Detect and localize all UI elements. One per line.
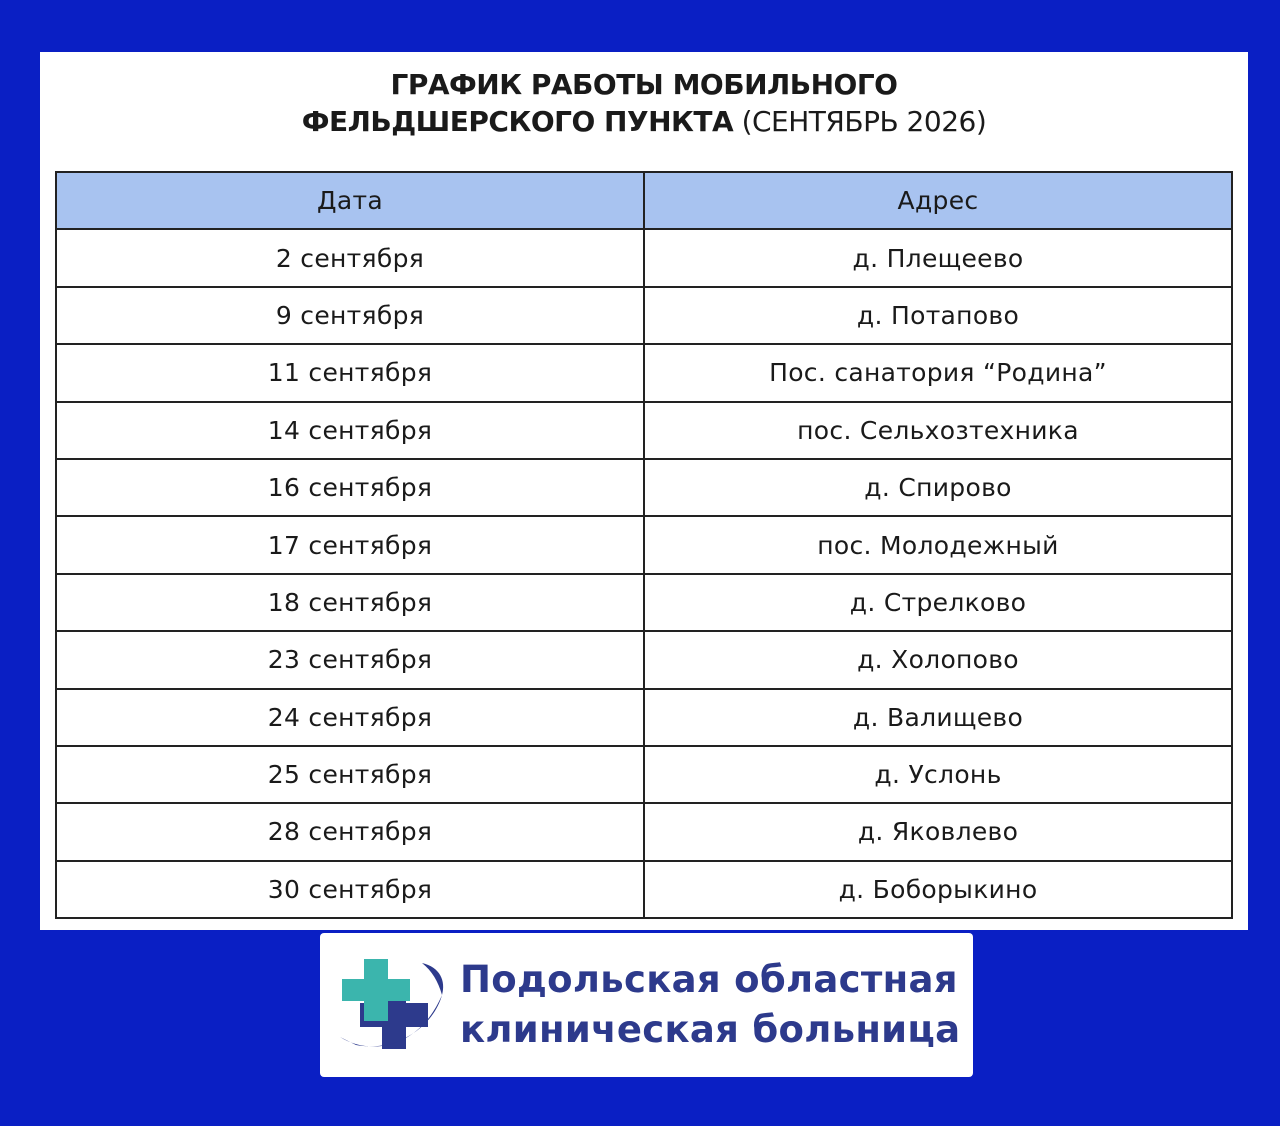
address-cell: пос. Сельхозтехника — [644, 402, 1232, 459]
table-row — [56, 574, 1232, 631]
address-cell: д. Спирово — [644, 459, 1232, 516]
table-row — [56, 229, 1232, 286]
table-row — [56, 344, 1232, 401]
table-row — [56, 287, 1232, 344]
table-row — [56, 631, 1232, 688]
title-line-2 — [40, 103, 1248, 140]
address-cell: Пос. санатория “Родина” — [644, 344, 1232, 401]
date-cell: 25 сентября — [56, 746, 644, 803]
date-cell: 9 сентября — [56, 287, 644, 344]
hospital-logo-banner — [320, 933, 973, 1077]
date-cell: 18 сентября — [56, 574, 644, 631]
schedule-table — [55, 171, 1233, 919]
date-cell: 14 сентября — [56, 402, 644, 459]
address-cell: д. Плещеево — [644, 229, 1232, 286]
table-row — [56, 803, 1232, 860]
page-title — [40, 66, 1248, 140]
hospital-name-line-2: клиническая больница — [460, 1008, 961, 1051]
address-cell: д. Яковлево — [644, 803, 1232, 860]
title-line-2-bold: ФЕЛЬДШЕРСКОГО ПУНКТА — [301, 105, 734, 138]
address-cell: д. Стрелково — [644, 574, 1232, 631]
title-line-2-month: (СЕНТЯБРЬ 2026) — [741, 105, 987, 138]
table-row — [56, 516, 1232, 573]
table-header-row — [56, 172, 1232, 229]
address-cell: пос. Молодежный — [644, 516, 1232, 573]
hospital-name-line-1: Подольская областная — [460, 958, 958, 1001]
hospital-name — [460, 955, 960, 1055]
address-cell: д. Боборыкино — [644, 861, 1232, 918]
date-cell: 2 сентября — [56, 229, 644, 286]
table-row — [56, 861, 1232, 918]
address-cell: д. Потапово — [644, 287, 1232, 344]
table-row — [56, 689, 1232, 746]
date-cell: 11 сентября — [56, 344, 644, 401]
date-cell: 23 сентября — [56, 631, 644, 688]
title-line-1: ГРАФИК РАБОТЫ МОБИЛЬНОГО — [390, 68, 898, 101]
medical-cross-logo-icon — [338, 955, 448, 1059]
column-header-date: Дата — [56, 172, 644, 229]
date-cell: 24 сентября — [56, 689, 644, 746]
address-cell: д. Услонь — [644, 746, 1232, 803]
address-cell: д. Холопово — [644, 631, 1232, 688]
table-row — [56, 402, 1232, 459]
schedule-card — [40, 52, 1248, 930]
table-row — [56, 746, 1232, 803]
date-cell: 16 сентября — [56, 459, 644, 516]
table-row — [56, 459, 1232, 516]
date-cell: 30 сентября — [56, 861, 644, 918]
date-cell: 28 сентября — [56, 803, 644, 860]
address-cell: д. Валищево — [644, 689, 1232, 746]
column-header-address: Адрес — [644, 172, 1232, 229]
date-cell: 17 сентября — [56, 516, 644, 573]
